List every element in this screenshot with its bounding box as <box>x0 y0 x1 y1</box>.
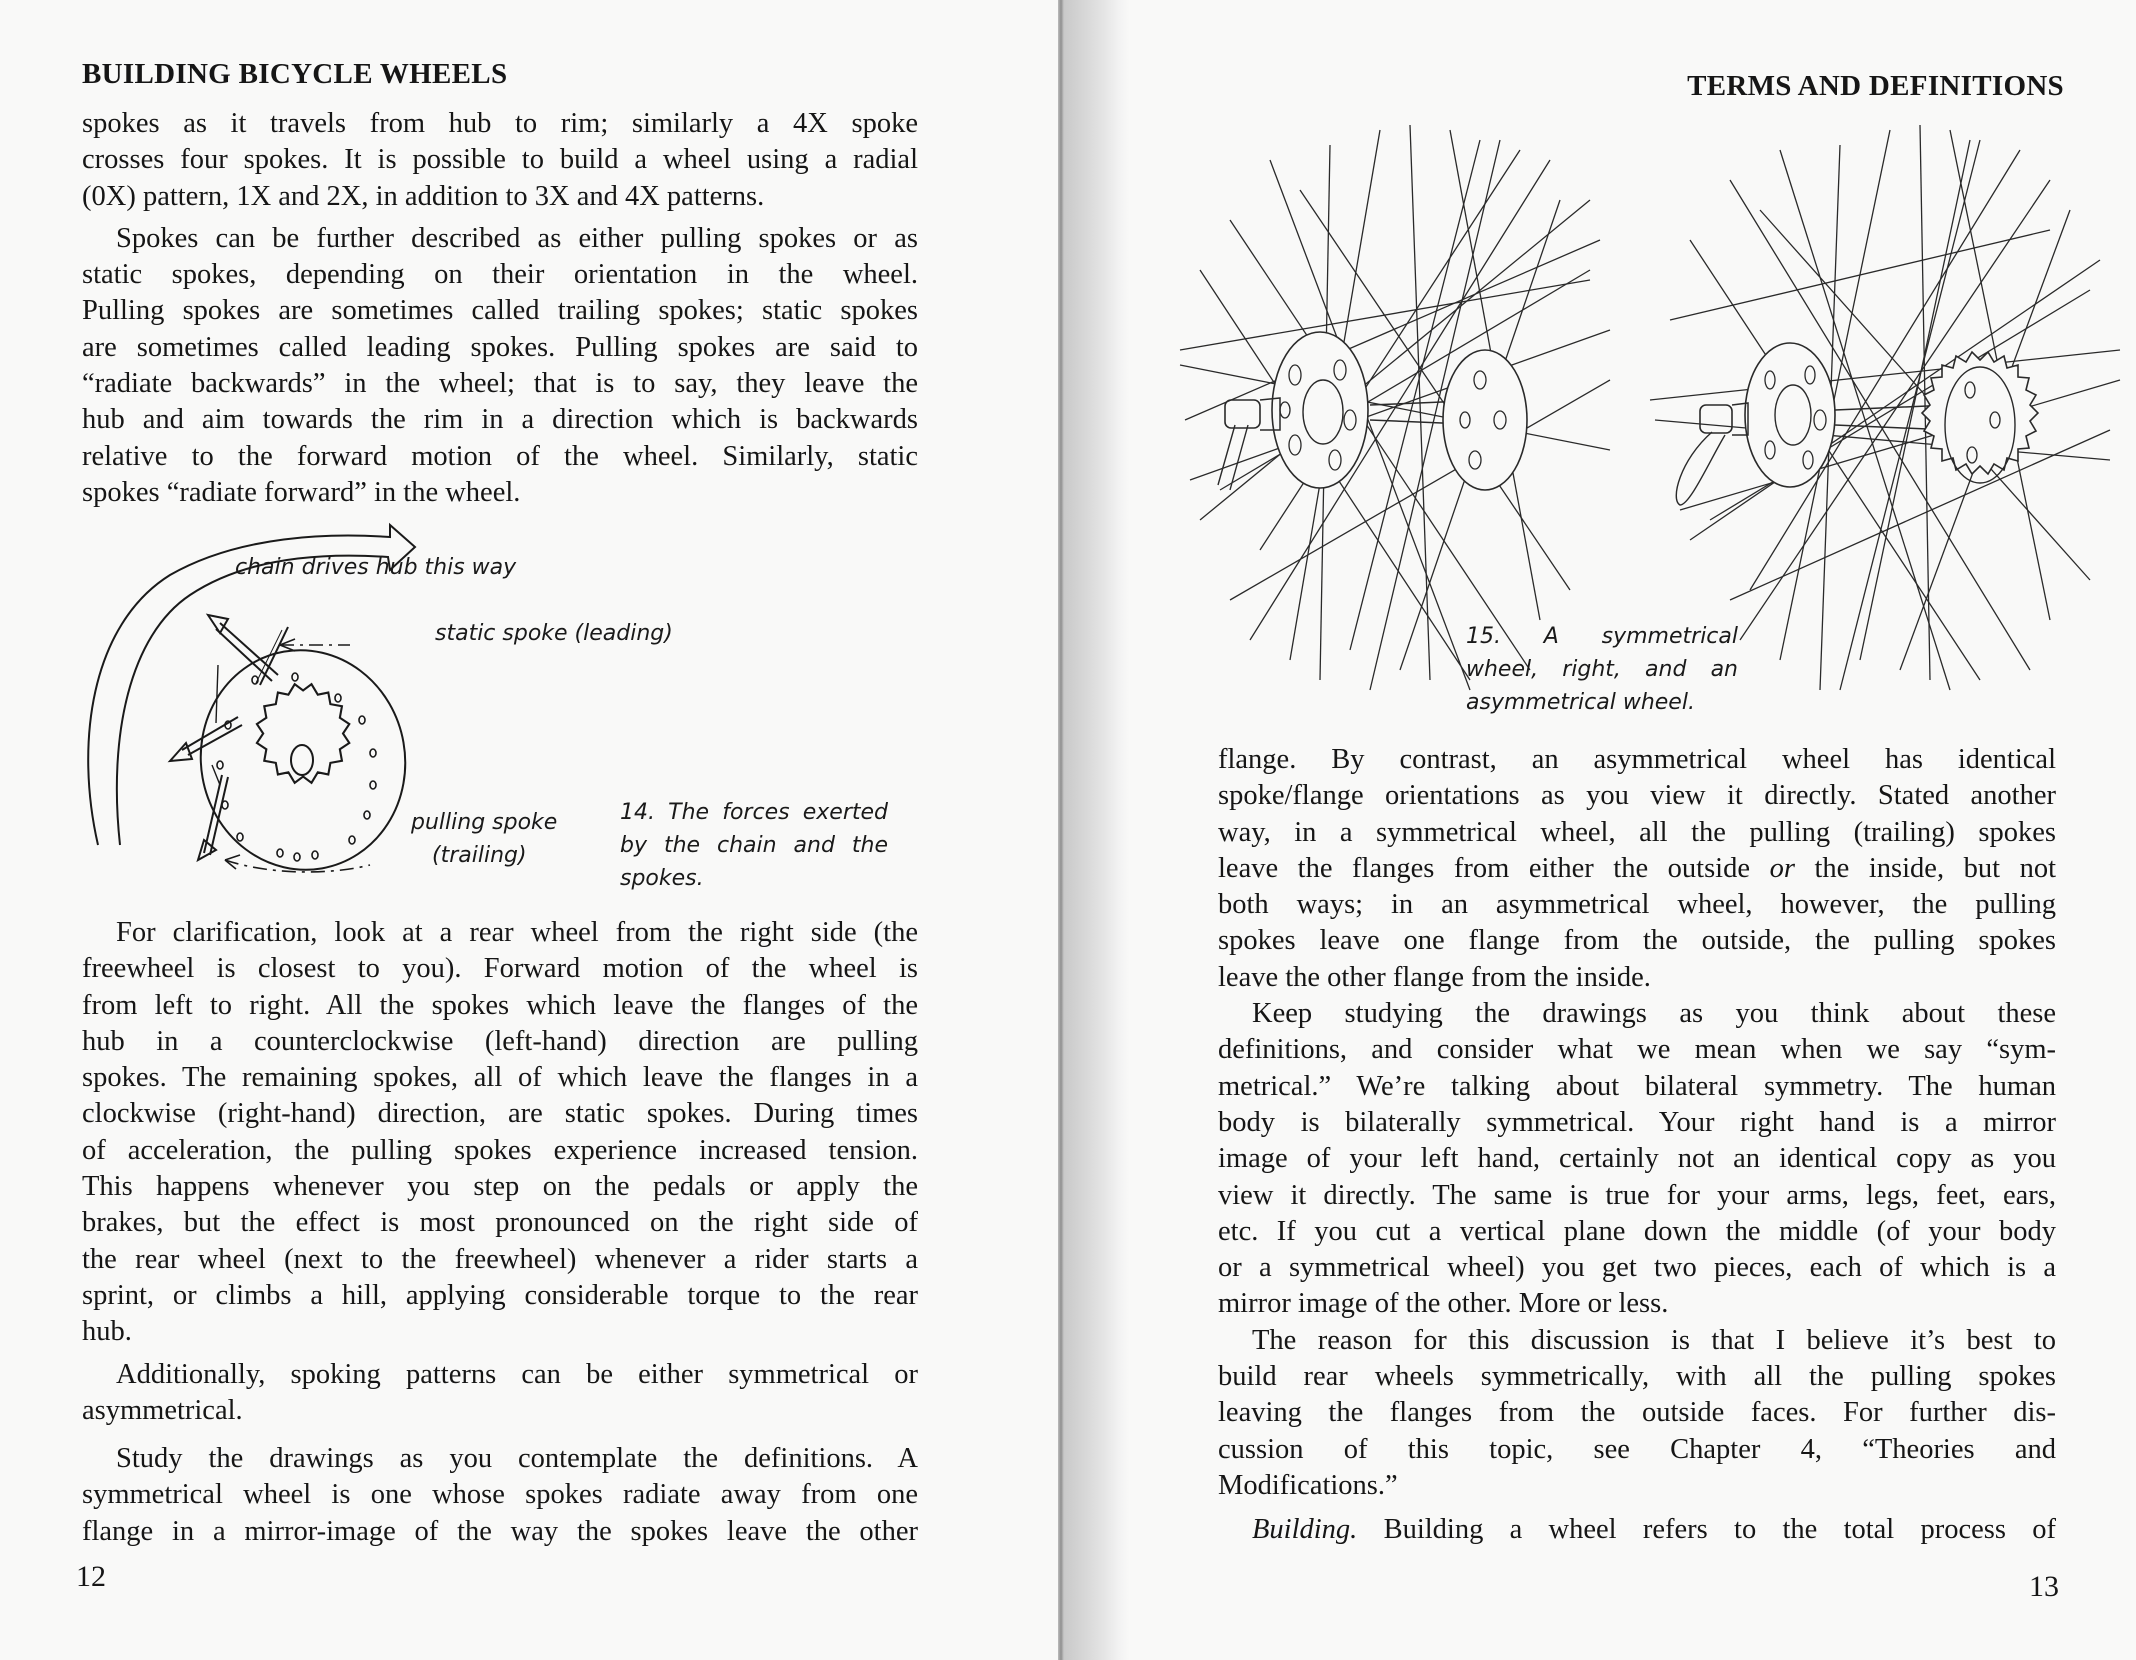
text-line: or a symmetrical wheel) you get two pieces, each of which is a <box>1218 1252 2056 1284</box>
left-page <box>0 0 1060 1660</box>
text-line: For clarification, look at a rear wheel from the right side (the <box>116 917 918 948</box>
caption-line: asymmetrical wheel. <box>1466 690 1695 715</box>
text-line: view it directly. The same is true for your arms, legs, feet, ears, <box>1218 1179 2056 1211</box>
caption-line: 14. The forces exerted <box>620 800 888 825</box>
running-head-right: TERMS AND DEFINITIONS <box>1687 70 2064 102</box>
text-line: hub in a counterclockwise (left-hand) direction are pulling <box>82 1025 918 1057</box>
text-line: static spokes, depending on their orientation in the wheel. <box>82 259 918 291</box>
text-line: the rear wheel (next to the freewheel) whenever a rider starts a <box>82 1243 918 1275</box>
text-line: Spokes can be further described as either pulling spokes or as <box>116 222 918 254</box>
text-line: spokes “radiate forward” in the wheel. <box>82 476 521 508</box>
text-line: metrical.” We’re talking about bilateral symmetry. The human <box>1218 1070 2056 1102</box>
text-line: symmetrical wheel is one whose spokes radiate away from one <box>82 1479 918 1511</box>
running-head-left: BUILDING BICYCLE WHEELS <box>82 58 508 90</box>
body-text-after-figure <box>82 915 918 1550</box>
text-emphasis: or <box>1769 852 1795 884</box>
text-line: etc. If you cut a vertical plane down the middle (of your body <box>1218 1215 2056 1247</box>
caption-line: spokes. <box>620 866 704 891</box>
text-segment: the inside, but not <box>1814 852 2057 884</box>
text-line: This happens whenever you step on the pedals or apply the <box>82 1171 918 1203</box>
text-line: body is bilaterally symmetrical. Your right hand is a mirror <box>1218 1106 2056 1138</box>
text-line: leaving the flanges from the outside faces. For further dis- <box>1218 1397 2056 1429</box>
text-line: crosses four spokes. It is possible to build a wheel using a radial <box>82 144 918 176</box>
caption-line: 15. A symmetrical <box>1466 624 1738 649</box>
text-line <box>1218 851 2056 887</box>
text-line: leave the other flange from the inside. <box>1218 961 1651 993</box>
text-segment: leave the flanges from either the outside <box>1218 852 1751 884</box>
text-line: Pulling spokes are sometimes called trailing spokes; static spokes <box>82 295 918 327</box>
body-text-right <box>1218 742 2056 1549</box>
text-line: Additionally, spoking patterns can be either symmetrical or <box>116 1358 918 1390</box>
text-line: spokes. The remaining spokes, all of which leave the flanges in a <box>82 1062 918 1094</box>
text-line: Study the drawings as you contemplate the definitions. A <box>116 1443 918 1475</box>
text-line: image of your left hand, certainly not an identical copy as you <box>1218 1143 2056 1175</box>
caption-line: by the chain and the <box>620 833 888 858</box>
page-number-left: 12 <box>76 1560 106 1593</box>
caption-line: wheel, right, and an <box>1466 657 1738 682</box>
text-line: way, in a symmetrical wheel, all the pulling (trailing) spokes <box>1218 816 2056 848</box>
text-line: hub. <box>82 1316 132 1348</box>
text-line: flange. By contrast, an asymmetrical wheel has identical <box>1218 744 2056 775</box>
text-line: (0X) pattern, 1X and 2X, in addition to 3X and 4X patterns. <box>82 180 765 212</box>
text-line: clockwise (right-hand) direction, are static spokes. During times <box>82 1098 918 1130</box>
figure-label-trailing: (trailing) <box>432 843 527 868</box>
figure-15-caption <box>1466 620 1738 719</box>
text-line: relative to the forward motion of the wheel. Similarly, static <box>82 440 918 472</box>
text-line: mirror image of the other. More or less. <box>1218 1288 1669 1320</box>
figure-15-wheel-hubs <box>1170 120 2136 700</box>
text-segment: Building a wheel refers to the total process of <box>1383 1514 2056 1546</box>
text-line: brakes, but the effect is most pronounced on the right side of <box>82 1207 918 1239</box>
text-line: asymmetrical. <box>82 1394 243 1426</box>
text-line: both ways; in an asymmetrical wheel, however, the pulling <box>1218 889 2056 921</box>
text-line: are sometimes called leading spokes. Pulling spokes are said to <box>82 331 918 363</box>
right-page <box>1060 0 2136 1660</box>
text-line: spokes as it travels from hub to rim; similarly a 4X spoke <box>82 108 918 139</box>
symmetrical-wheel-drawing <box>1180 125 1610 690</box>
text-line: “radiate backwards” in the wheel; that is to say, they leave the <box>82 368 918 400</box>
text-line: sprint, or climbs a hill, applying considerable torque to the rear <box>82 1279 918 1311</box>
text-line: freewheel is closest to you). Forward motion of the wheel is <box>82 953 918 985</box>
text-line: spoke/flange orientations as you view it directly. Stated another <box>1218 780 2056 812</box>
text-line: cussion of this topic, see Chapter 4, “Theories and <box>1218 1433 2056 1465</box>
figure-label-static-spoke: static spoke (leading) <box>435 621 673 646</box>
text-line: The reason for this discussion is that I believe it’s best to <box>1252 1324 2056 1356</box>
text-line: build rear wheels symmetrically, with all the pulling spokes <box>1218 1361 2056 1393</box>
text-line: flange in a mirror-image of the way the spokes leave the other <box>82 1515 918 1547</box>
text-line: from left to right. All the spokes which leave the flanges of the <box>82 989 918 1021</box>
figure-label-pulling-spoke: pulling spoke <box>411 810 558 835</box>
text-line: Modifications.” <box>1218 1469 1398 1501</box>
figure-label-chain-direction: chain drives hub this way <box>235 555 517 580</box>
page-number-right: 13 <box>2029 1570 2059 1603</box>
body-text-before-figure <box>82 106 918 511</box>
figure-14-caption <box>620 796 888 895</box>
text-line: spokes leave one flange from the outside, the pulling spokes <box>1218 925 2056 957</box>
text-line: definitions, and consider what we mean when we say “sym- <box>1218 1034 2056 1066</box>
book-gutter <box>1058 0 1130 1660</box>
term-heading: Building. <box>1252 1514 1358 1546</box>
text-line: hub and aim towards the rim in a direction which is backwards <box>82 404 918 436</box>
text-line <box>1218 1512 2056 1548</box>
asymmetrical-wheel-drawing <box>1650 125 2120 690</box>
text-line: of acceleration, the pulling spokes experience increased tension. <box>82 1134 918 1166</box>
text-line: Keep studying the drawings as you think about these <box>1252 998 2056 1030</box>
